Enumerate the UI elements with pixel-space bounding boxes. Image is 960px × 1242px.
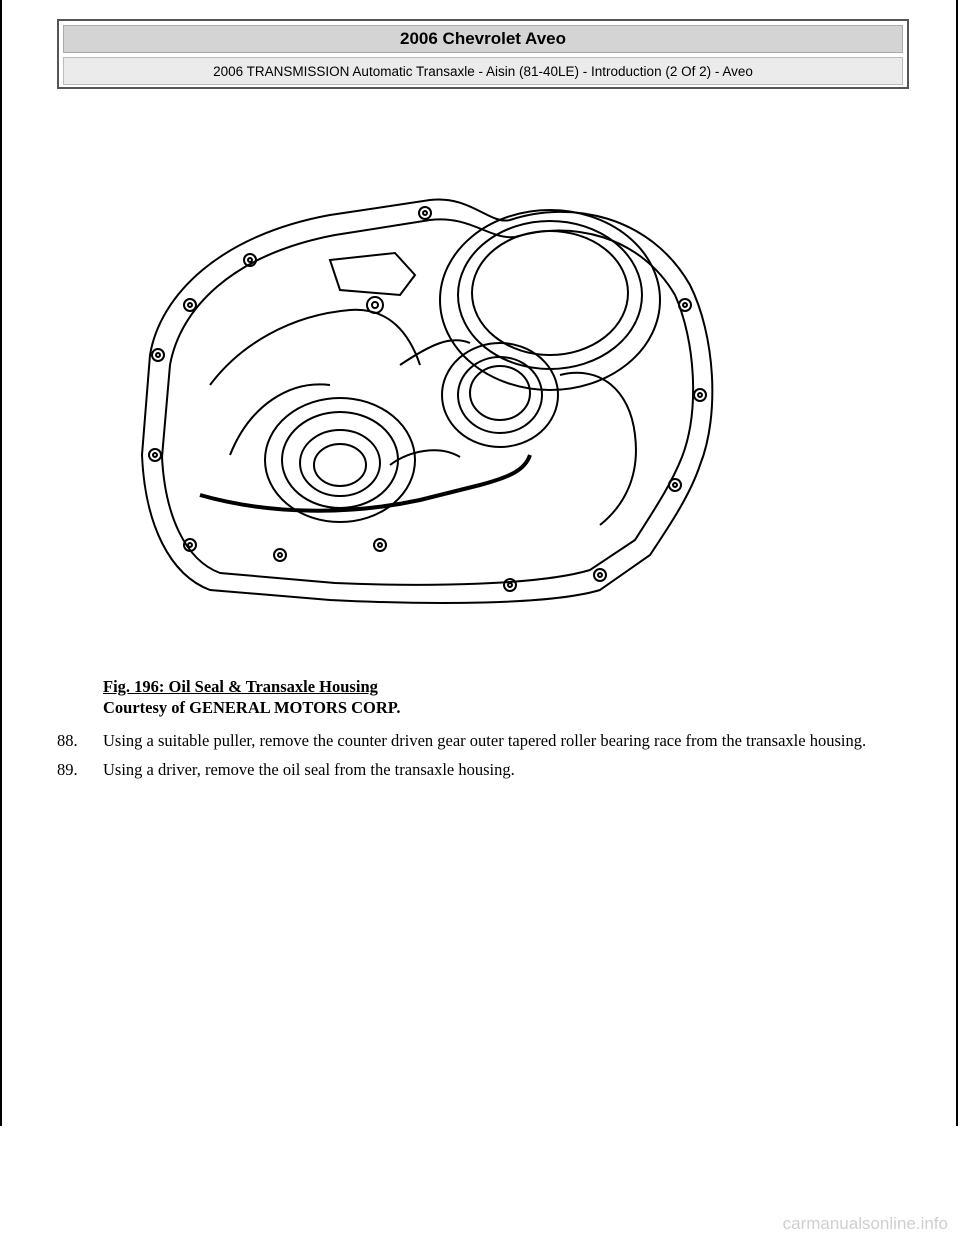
watermark: carmanualsonline.info	[782, 1214, 948, 1233]
figure-caption	[103, 676, 400, 718]
document-header	[57, 19, 909, 89]
procedure-step	[57, 730, 877, 751]
top-bracket	[330, 253, 415, 295]
figure-caption-title: Fig. 196: Oil Seal & Transaxle Housing	[103, 677, 378, 696]
housing-outer-flange	[142, 199, 712, 603]
step-text: Using a suitable puller, remove the counter driven gear outer tapered roller bearing race from the transaxle housing.	[103, 731, 867, 750]
figure-caption-credit: Courtesy of GENERAL MOTORS CORP.	[103, 698, 401, 717]
step-number: 89.	[57, 760, 78, 779]
transaxle-housing-illustration	[130, 195, 730, 605]
header-title: 2006 Chevrolet Aveo	[63, 25, 903, 53]
header-subtitle: 2006 TRANSMISSION Automatic Transaxle - Aisin (81-40LE) - Introduction (2 Of 2) - Aveo	[63, 57, 903, 85]
step-text: Using a driver, remove the oil seal from the transaxle housing.	[103, 760, 515, 779]
housing-inner-flange	[162, 219, 693, 584]
procedure-steps	[57, 730, 877, 788]
step-number: 88.	[57, 731, 78, 750]
counter-gear-bore-outer	[442, 343, 558, 447]
procedure-step	[57, 759, 877, 780]
large-bearing-bore-inner	[458, 221, 642, 369]
